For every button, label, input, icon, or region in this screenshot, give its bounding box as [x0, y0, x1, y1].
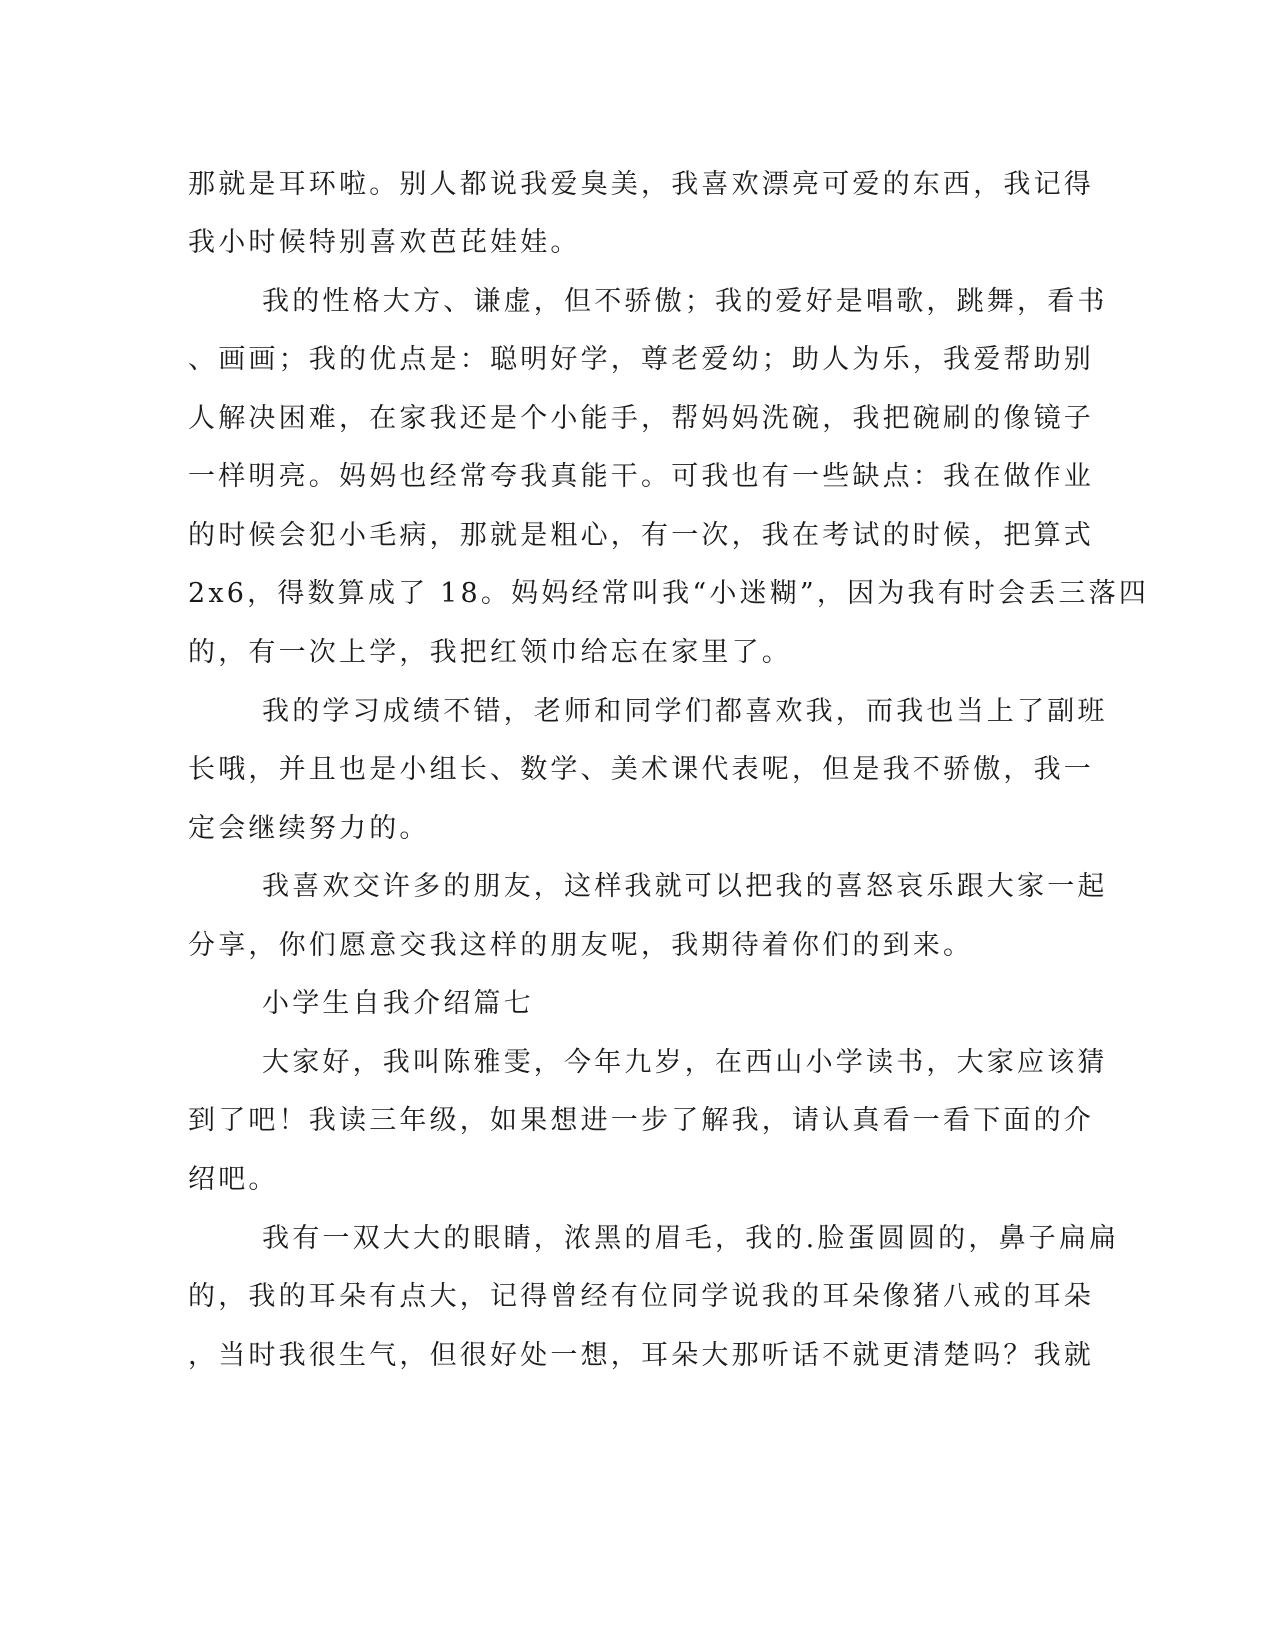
paragraph-start-line: 我喜欢交许多的朋友，这样我就可以把我的喜怒哀乐跟大家一起: [262, 871, 1108, 902]
text-line: 人解决困难，在家我还是个小能手，帮妈妈洗碗，我把碗刷的像镜子: [188, 403, 1094, 434]
text-line: ，当时我很生气，但很好处一想，耳朵大那听话不就更清楚吗？我就: [188, 1340, 1094, 1371]
text-line: 定会继续努力的。: [188, 813, 430, 844]
text-line: 2x6，得数算成了 18。妈妈经常叫我“小迷糊”，因为我有时会丢三落四: [188, 578, 1150, 609]
paragraph-start-line: 大家好，我叫陈雅雯，今年九岁，在西山小学读书，大家应该猜: [262, 1047, 1108, 1078]
text-line: 一样明亮。妈妈也经常夸我真能干。可我也有一些缺点：我在做作业: [188, 461, 1094, 492]
text-line: 那就是耳环啦。别人都说我爱臭美，我喜欢漂亮可爱的东西，我记得: [188, 169, 1094, 200]
text-line: 的，有一次上学，我把红领巾给忘在家里了。: [188, 637, 792, 668]
text-line: 的，我的耳朵有点大，记得曾经有位同学说我的耳朵像猪八戒的耳朵: [188, 1281, 1094, 1312]
paragraph-start-line: 我有一双大大的眼睛，浓黑的眉毛，我的.脸蛋圆圆的，鼻子扁扁: [262, 1223, 1120, 1254]
text-line: 分享，你们愿意交我这样的朋友呢，我期待着你们的到来。: [188, 930, 974, 961]
text-line: 、画画；我的优点是：聪明好学，尊老爱幼；助人为乐，我爱帮助别: [188, 344, 1094, 375]
text-line: 到了吧！我读三年级，如果想进一步了解我，请认真看一看下面的介: [188, 1105, 1094, 1136]
text-line: 绍吧。: [188, 1164, 279, 1195]
text-line: 我小时候特别喜欢芭芘娃娃。: [188, 227, 581, 258]
text-line: 的时候会犯小毛病，那就是粗心，有一次，我在考试的时候，把算式: [188, 520, 1094, 551]
text-line: 长哦，并且也是小组长、数学、美术课代表呢，但是我不骄傲，我一: [188, 754, 1094, 785]
section-heading: 小学生自我介绍篇七: [262, 988, 534, 1019]
paragraph-start-line: 我的学习成绩不错，老师和同学们都喜欢我，而我也当上了副班: [262, 696, 1108, 727]
paragraph-start-line: 我的性格大方、谦虚，但不骄傲；我的爱好是唱歌，跳舞，看书: [262, 286, 1108, 317]
